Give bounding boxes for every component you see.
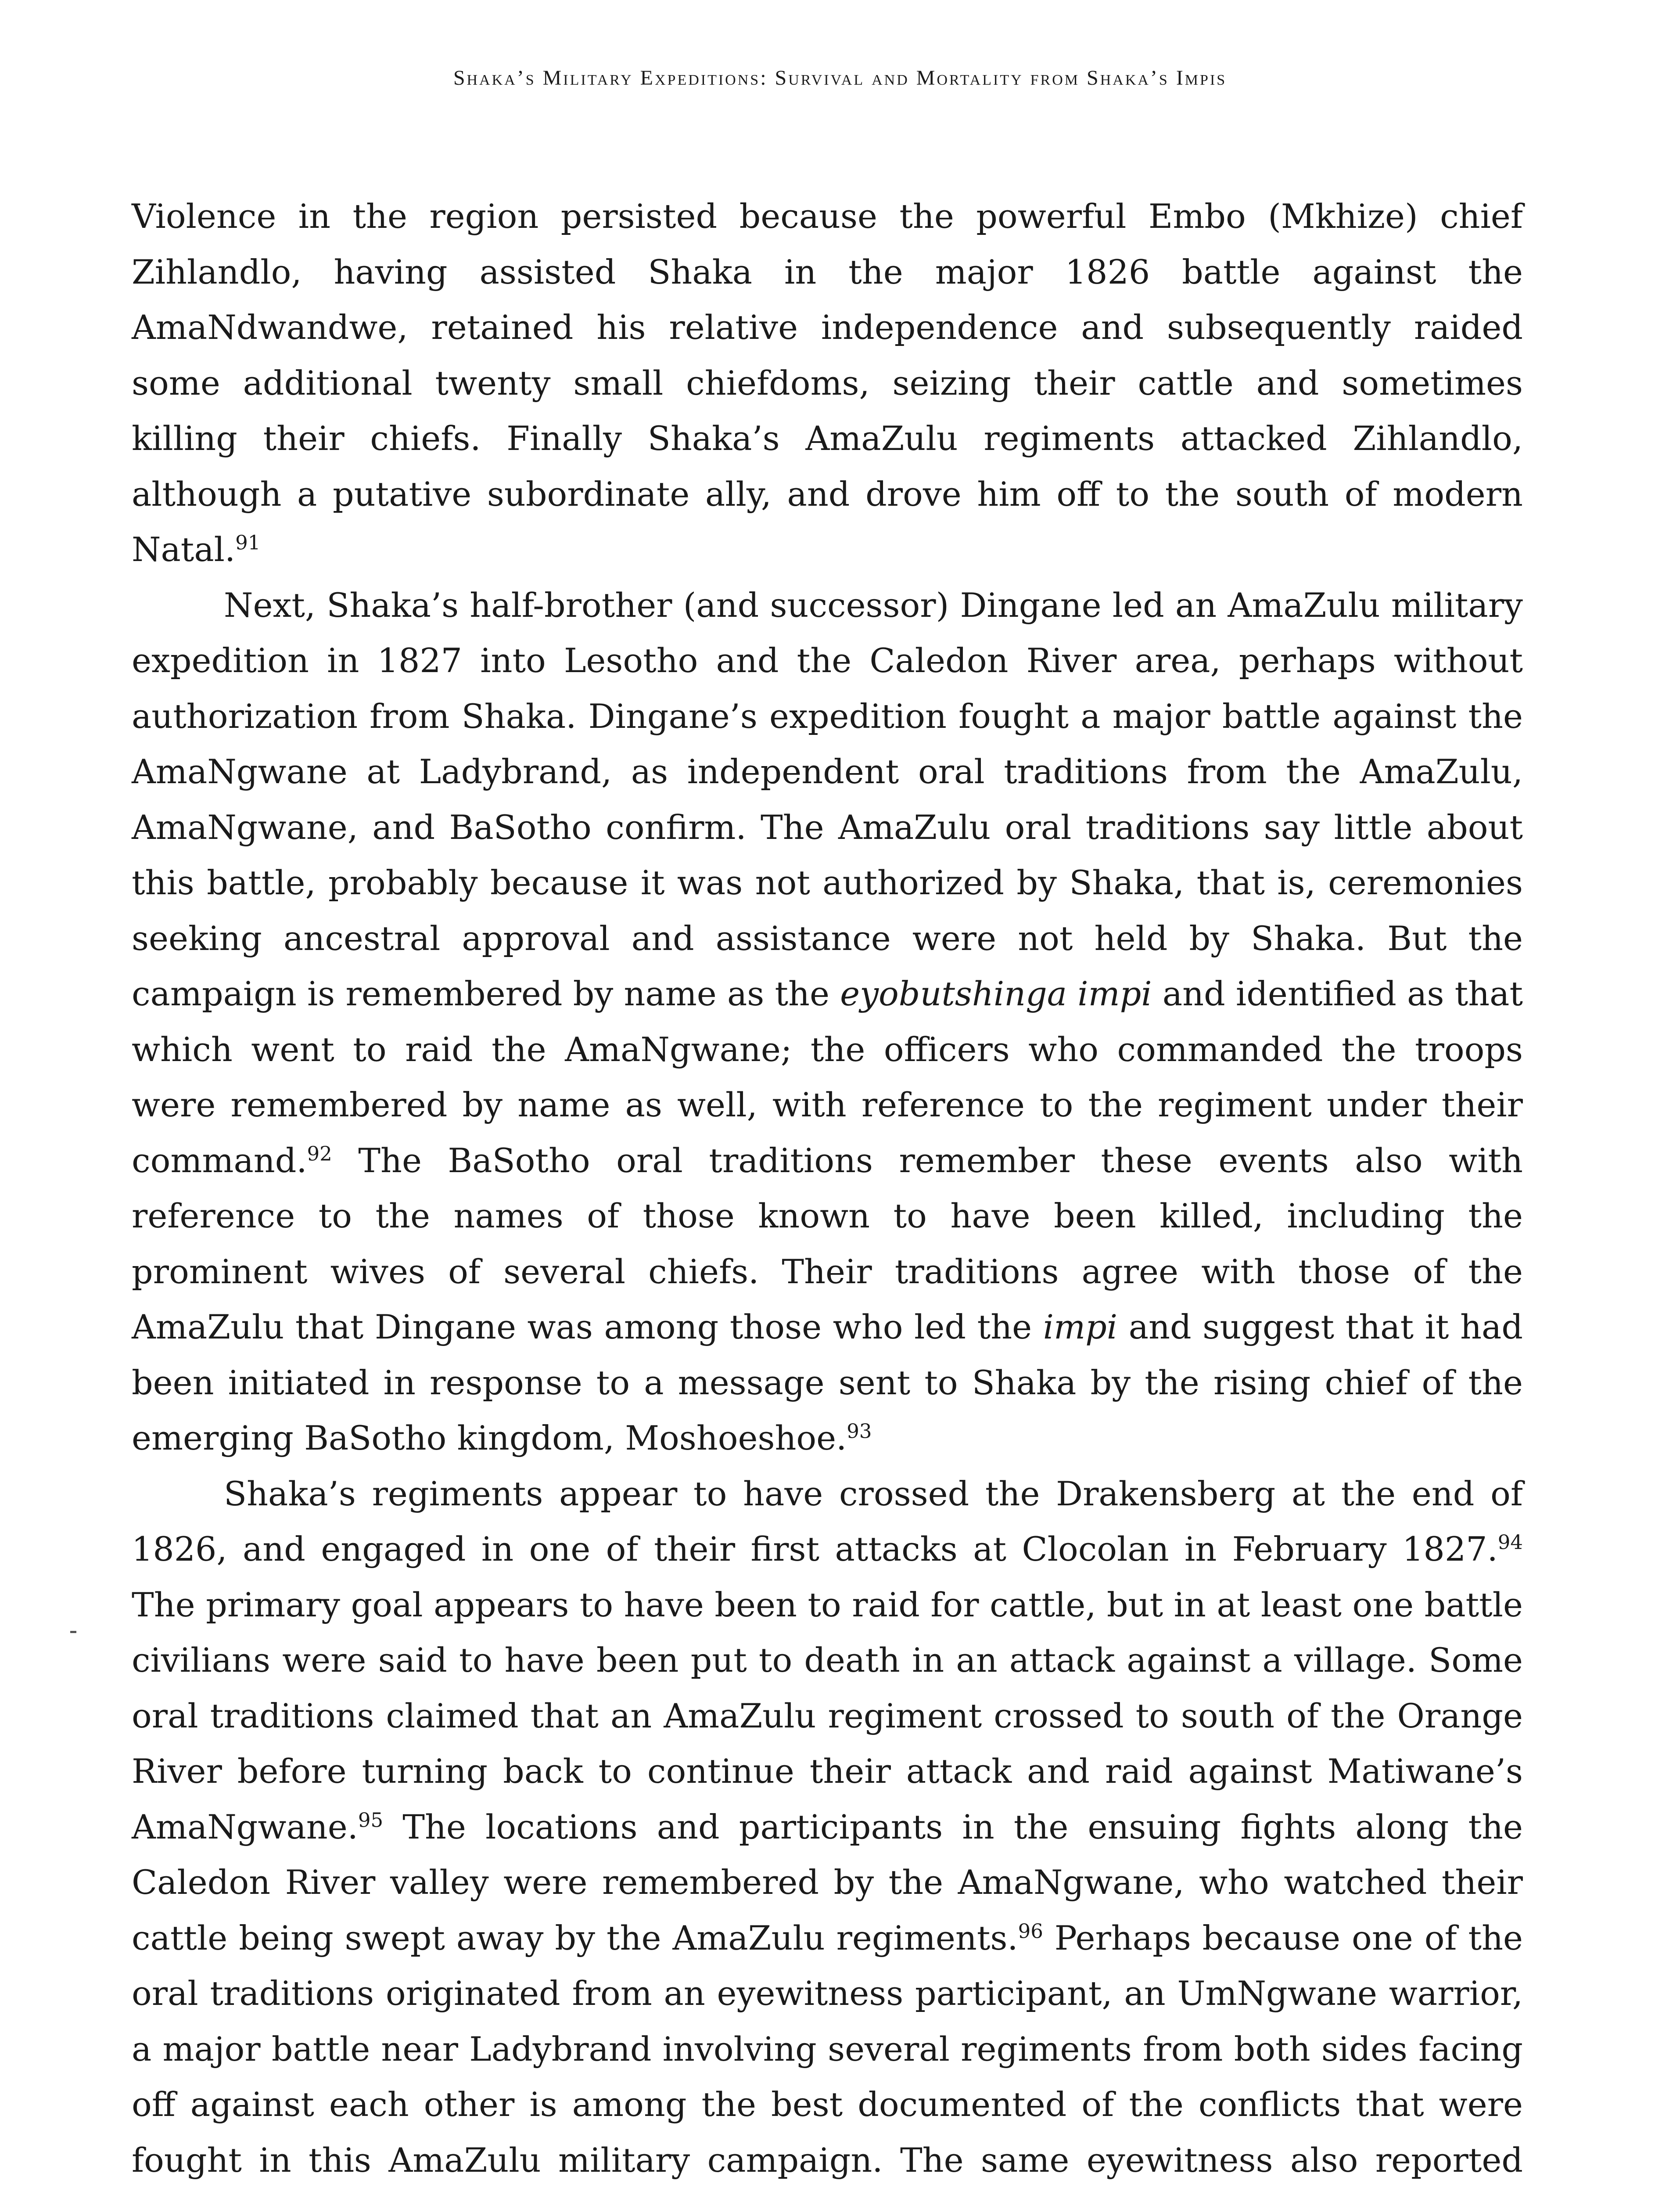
paragraph [132, 1466, 1523, 2195]
margin-mark [70, 1631, 76, 1633]
text-run: and identified as that which went to raid the AmaNgwane; the officers who commanded the troops were remembered by name as well, with reference to the regiment under their command. [132, 974, 1523, 1180]
body-text [132, 189, 1523, 2195]
footnote-marker: 92 [307, 1142, 332, 1166]
footnote-marker: 96 [1018, 1919, 1043, 1943]
paragraph [132, 578, 1523, 1466]
footnote-marker: 91 [235, 531, 261, 554]
text-run: Next, Shaka’s half-brother (and successor) Dingane led an AmaZulu military expedition in 1827 into Lesotho and the Caledon River area, perhaps without authorization from Shaka. Dingane’s expedition fought a major battle against the AmaNgwane at Ladybrand, as independent oral traditions from the AmaZulu, AmaNgwane, and BaSotho confirm. The AmaZulu oral traditions say little about this battle, probably because it was not authorized by Shaka, that is, ceremonies seeking ancestral approval and assistance were not held by Shaka. But the campaign is remembered by name as the [132, 585, 1523, 1013]
italic-term: impi [1043, 1307, 1118, 1346]
footnote-marker: 95 [358, 1808, 384, 1832]
text-run: The primary goal appears to have been to raid for cattle, but in at least one battle civilians were said to have been put to death in an attack against a village. Some oral traditions claimed that an AmaZulu regiment crossed to south of the Orange River before turning back to continue their attack and raid against Matiwane’s AmaNgwane. [132, 1585, 1523, 1846]
running-head: Shaka’s Military Expeditions: Survival and Mortality from Shaka’s Impis [453, 66, 1227, 90]
paragraph [132, 189, 1523, 578]
text-run: Perhaps because one of the oral traditions originated from an eyewitness participant, an UmNgwane warrior, a major battle near Ladybrand involving several regiments from both sides facing off against each other is among the best documented of the conflicts that were fought in this AmaZulu military campaign. The same eyewitness also reported [132, 1918, 1523, 2180]
footnote-marker: 94 [1497, 1530, 1523, 1554]
text-run: Violence in the region persisted because the powerful Embo (Mkhize) chief Zihlandlo, having assisted Shaka in the major 1826 battle against the AmaNdwandwe, retained his relative independence and subsequently raided some additional twenty small chiefdoms, seizing their cattle and sometimes killing their chiefs. Finally Shaka’s AmaZulu regiments attacked Zihlandlo, although a putative subordinate ally, and drove him off to the south of modern Natal. [132, 197, 1523, 569]
text-run: Shaka’s regiments appear to have crossed the Drakensberg at the end of 1826, and engaged in one of their first attacks at Clocolan in February 1827. [132, 1474, 1523, 1569]
text-run: The locations and participants in the ensuing fights along the Caledon River valley were remembered by the AmaNgwane, who watched their cattle being swept away by the AmaZulu regiments. [132, 1807, 1523, 1958]
text-run: and suggest that it had been initiated in response to a message sent to Shaka by the rising chief of the emerging BaSotho kingdom, Moshoeshoe. [132, 1307, 1523, 1457]
footnote-marker: 93 [847, 1419, 872, 1443]
text-run: The BaSotho oral traditions remember these events also with reference to the names of those known to have been killed, including the prominent wives of several chiefs. Their traditions agree with those of the AmaZulu that Dingane was among those who led the [132, 1141, 1523, 1346]
italic-term: eyobutshinga impi [840, 974, 1152, 1013]
